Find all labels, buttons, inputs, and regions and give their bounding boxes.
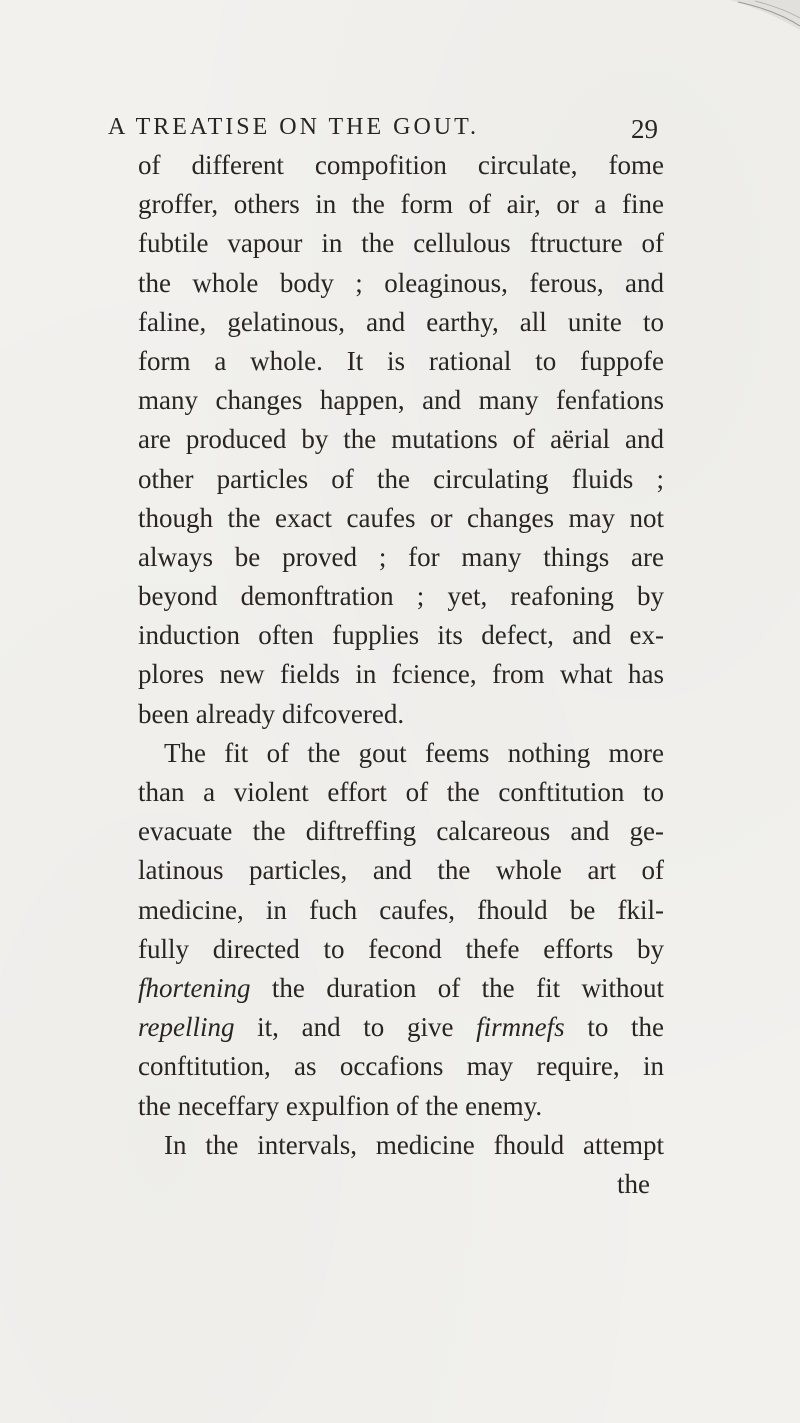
paragraph-start-line: The fit of the gout feems nothing more: [164, 737, 664, 768]
text-line: latinous particles, and the whole art of: [138, 855, 664, 886]
text-line: always be proved ; for many things are: [138, 541, 664, 572]
body-text: [138, 146, 664, 1204]
text-line: than a violent effort of the conftitution to: [138, 777, 664, 807]
text-line: groffer, others in the form of air, or a fine: [138, 189, 664, 220]
page-corner-fold: [730, 0, 800, 30]
paragraph-end-line: the neceffary expulfion of the enemy.: [138, 1090, 543, 1121]
text-line: conftitution, as occafions may require, in: [138, 1051, 664, 1082]
catchword: the: [617, 1168, 650, 1199]
italic-word: repelling: [138, 1012, 235, 1043]
running-head-title: A TREATISE ON THE GOUT.: [108, 114, 479, 140]
text-line: fully directed to fecond thefe efforts by: [138, 933, 664, 964]
text-line-with-italic: [138, 1008, 664, 1047]
text-line-with-italic: [138, 969, 664, 1008]
text-line: many changes happen, and many fenfations: [138, 385, 664, 416]
running-head: [108, 114, 668, 150]
paragraph-start-line: In the intervals, medicine fhould attempt: [164, 1129, 664, 1160]
text-line: evacuate the diftreffing calcareous and ge-: [138, 816, 664, 847]
paragraph-end-line: been already difcovered.: [138, 698, 405, 729]
text-line: though the exact caufes or changes may not: [138, 502, 664, 533]
text-line: other particles of the circulating fluids ;: [138, 463, 664, 494]
text-run: to the: [564, 1012, 664, 1043]
text-run: the duration of the fit without: [250, 972, 664, 1003]
text-line: form a whole. It is rational to fuppofe: [138, 345, 664, 376]
text-run: it, and to give: [234, 1012, 477, 1043]
text-line: fubtile vapour in the cellulous ftructure of: [138, 228, 664, 259]
text-line: of different compofition circulate, fome: [138, 150, 664, 180]
text-line: the whole body ; oleaginous, ferous, and: [138, 267, 664, 298]
text-line: faline, gelatinous, and earthy, all unite to: [138, 306, 664, 337]
text-line: are produced by the mutations of aërial and: [138, 424, 664, 455]
text-line: beyond demonftration ; yet, reafoning by: [138, 581, 664, 612]
text-line: medicine, in fuch caufes, fhould be fkil-: [138, 894, 664, 925]
text-line: plores new fields in fcience, from what has: [138, 659, 664, 690]
page-number: 29: [631, 114, 658, 144]
text-line: induction often fupplies its defect, and ex-: [138, 620, 664, 651]
italic-word: fhortening: [138, 972, 251, 1003]
italic-word: firmnefs: [476, 1012, 565, 1043]
